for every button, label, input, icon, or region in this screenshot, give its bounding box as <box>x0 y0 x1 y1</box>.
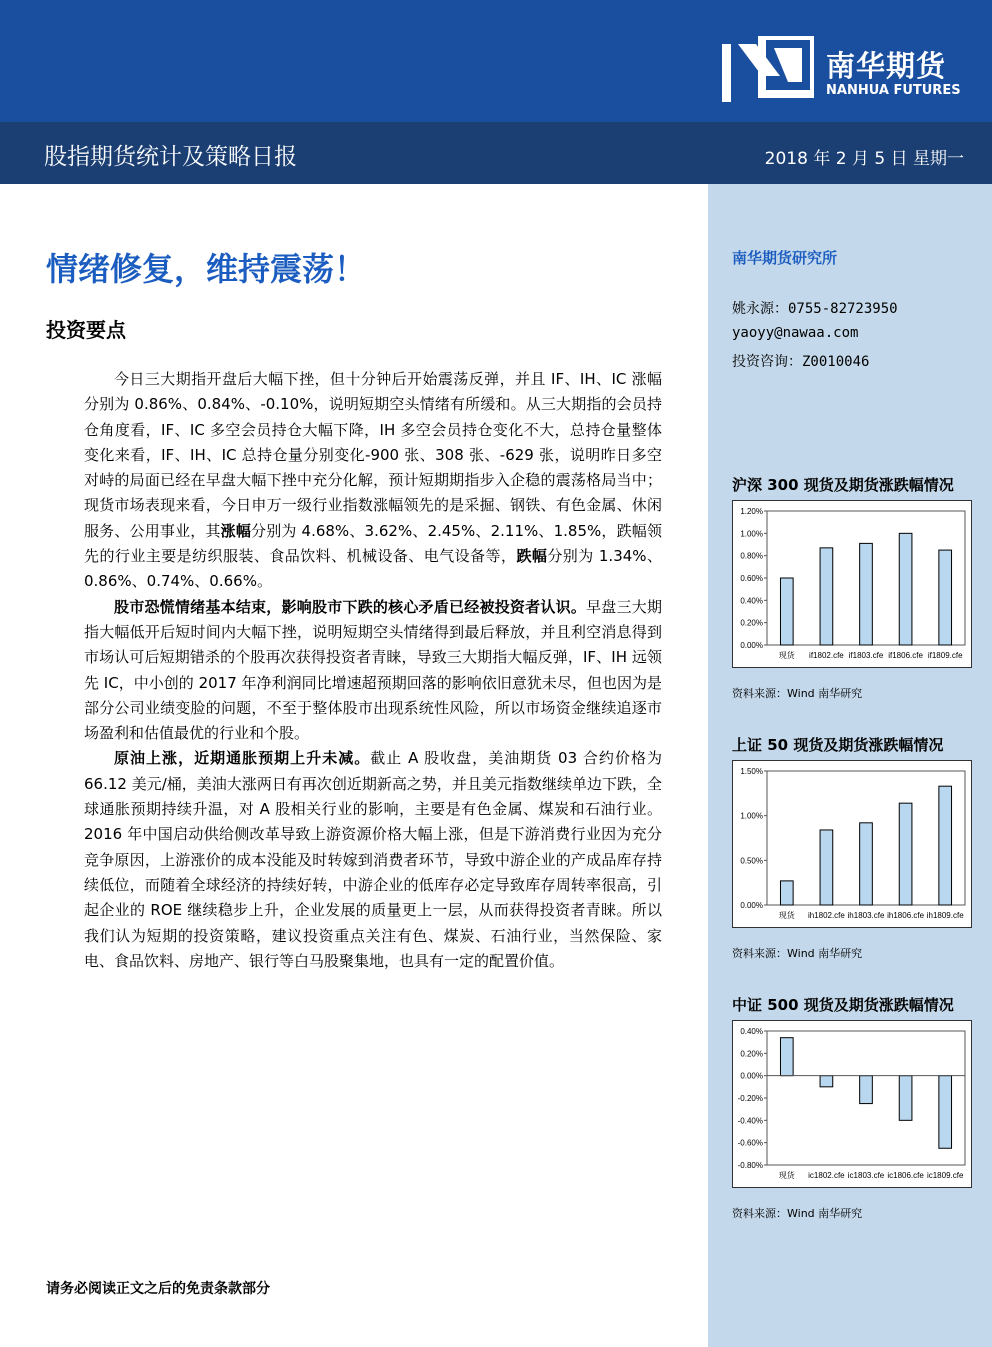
bar <box>820 1076 833 1087</box>
nanhua-logo-icon <box>722 36 814 102</box>
paragraph-2: 股市恐慌情绪基本结束，影响股市下跌的核心矛盾已经被投资者认识。早盘三大期指大幅低开后短时间内大幅下挫，说明短期空头情绪得到最后释放，并且利空消息得到市场认可后短期错杀的个股再次获得投资者青睐，导致三大期指大幅反弹，IF、IH 远领先 IC，中小创的 2017 年净利润同比增速超预期回落的影响依旧意犹未尽，但也因为是部分公司业绩变脸的问题，不至于整体股市出现系统性风险，所以市场资金继续追逐市场盈利和估值最优的行业和个股。 <box>84 597 662 743</box>
bar <box>939 786 952 905</box>
chart-3-title: 中证 500 现货及期货涨跌幅情况 <box>732 996 954 1014</box>
chart-2-svg <box>733 761 971 927</box>
bar <box>939 550 952 645</box>
headline: 情绪修复，维持震荡！ <box>46 250 367 288</box>
body-text <box>84 367 662 974</box>
x-tick-label: ih1802.cfe <box>807 911 845 920</box>
y-tick-label: 0.60% <box>740 574 763 583</box>
y-tick-label: 0.00% <box>740 641 763 650</box>
bar <box>820 830 833 905</box>
chart-3-svg <box>733 1021 971 1187</box>
y-tick-label: 0.80% <box>740 551 763 561</box>
x-tick-label: 现货 <box>778 651 795 660</box>
y-tick-label: 0.40% <box>740 596 763 606</box>
y-tick-label: 1.50% <box>740 767 763 776</box>
y-tick-label: 0.50% <box>740 856 763 866</box>
y-tick-label: 0.00% <box>740 1071 763 1081</box>
logo-text-en: NANHUA FUTURES <box>826 83 961 98</box>
bar <box>780 881 793 905</box>
x-tick-label: if1809.cfe <box>927 651 963 660</box>
chart-1-title: 沪深 300 现货及期货涨跌幅情况 <box>732 476 954 494</box>
x-tick-label: if1803.cfe <box>848 651 884 660</box>
x-tick-label: ic1809.cfe <box>926 1171 964 1180</box>
report-date: 2018 年 2 月 5 日 星期一 <box>764 149 964 169</box>
disclaimer-footer: 请务必阅读正文之后的免责条款部分 <box>46 1281 270 1297</box>
x-tick-label: if1806.cfe <box>888 651 923 660</box>
bar <box>860 543 873 645</box>
bar <box>899 1076 912 1121</box>
chart-3-source: 资料来源：Wind 南华研究 <box>732 1207 863 1220</box>
x-tick-label: 现货 <box>778 911 795 920</box>
bar <box>780 578 793 645</box>
paragraph-1: 今日三大期指开盘后大幅下挫，但十分钟后开始震荡反弹，并且 IF、IH、IC 涨幅分别为 0.86%、0.84%、-0.10%，说明短期空头情绪有所缓和。从三大期指的会员持仓角度看，IF、IC 多空会员持仓大幅下降，IH 多空会员持仓变化不大，总持仓量整体变化来看，IF、IH、IC 总持仓量分别变化-900 张、308 张、-629 张，说明昨日多空对峙的局面已经在早盘大幅下挫中充分化解，预计短期期指步入企稳的震荡格局当中；现货市场表现来看，今日申万一级行业指数涨幅领先的是采掘、钢铁、有色金属、休闲服务、公用事业，其涨幅分别为 4.68%、3.62%、2.45%、2.11%、1.85%，跌幅领先的行业主要是纺织服装、食品饮料、机械设备、电气设备等，跌幅分别为 1.34%、0.86%、0.74%、0.66%。 <box>84 370 662 591</box>
analyst-contact: 姚永源：0755-82723950 <box>732 301 898 317</box>
x-tick-label: ic1802.cfe <box>808 1171 845 1180</box>
x-tick-label: 现货 <box>778 1171 795 1180</box>
chart-1-svg <box>733 501 971 667</box>
y-tick-label: 0.20% <box>740 1049 763 1059</box>
bar <box>939 1076 952 1149</box>
y-tick-label: -0.80% <box>737 1161 763 1170</box>
y-tick-label: -0.20% <box>737 1094 763 1103</box>
y-tick-label: 0.20% <box>740 618 763 628</box>
bar <box>780 1038 793 1076</box>
x-tick-label: ic1803.cfe <box>847 1171 885 1180</box>
logo-text-cn: 南华期货 <box>826 49 947 83</box>
x-tick-label: ih1803.cfe <box>847 911 885 920</box>
chart-3 <box>732 1020 972 1188</box>
x-tick-label: ih1809.cfe <box>926 911 964 920</box>
y-tick-label: 1.00% <box>740 811 763 821</box>
bar <box>899 803 912 905</box>
y-tick-label: 0.00% <box>740 901 763 910</box>
y-tick-label: 1.20% <box>740 507 763 516</box>
x-tick-label: ic1806.cfe <box>887 1171 924 1180</box>
y-tick-label: -0.40% <box>737 1116 763 1126</box>
license-number: 投资咨询：Z0010046 <box>732 354 870 370</box>
report-title: 股指期货统计及策略日报 <box>44 144 297 170</box>
x-tick-label: ih1806.cfe <box>887 911 925 920</box>
y-tick-label: -0.60% <box>737 1138 763 1148</box>
x-tick-label: if1802.cfe <box>809 651 844 660</box>
bar <box>820 548 833 645</box>
analyst-email: yaoyy@nawaa.com <box>732 325 859 341</box>
institute-name: 南华期货研究所 <box>732 249 838 267</box>
paragraph-3: 原油上涨，近期通胀预期上升未减。截止 A 股收盘，美油期货 03 合约价格为 66.12 美元/桶，美油大涨两日有再次创近期新高之势，并且美元指数继续单边下跌，全球通胀预期持续升温，对 A 股相关行业的影响，主要是有色金属、煤炭和石油行业。2016 年中国启动供给侧改革导致上游资源价格大幅上涨，但是下游消费行业因为充分竞争原因，上游涨价的成本没能及时转嫁到消费者环节，导致中游企业的产成品库存持续低位，而随着全球经济的持续好转，中游企业的低库存必定导致库存周转率很高，引起企业的 ROE 继续稳步上升，企业发展的质量更上一层，从而获得投资者青睐。所以我们认为短期的投资策略，建议投资重点关注有色、煤炭、石油行业，当然保险、家电、食品饮料、房地产、银行等白马股聚集地，也具有一定的配置价值。 <box>84 749 662 970</box>
chart-1-source: 资料来源：Wind 南华研究 <box>732 687 863 700</box>
y-tick-label: 0.40% <box>740 1027 763 1036</box>
y-tick-label: 1.00% <box>740 529 763 539</box>
bar <box>899 533 912 645</box>
chart-2-source: 资料来源：Wind 南华研究 <box>732 947 863 960</box>
bar <box>860 823 873 905</box>
chart-2 <box>732 760 972 928</box>
bar <box>860 1076 873 1104</box>
section-title: 投资要点 <box>46 318 126 342</box>
chart-2-title: 上证 50 现货及期货涨跌幅情况 <box>732 736 944 754</box>
chart-1 <box>732 500 972 668</box>
